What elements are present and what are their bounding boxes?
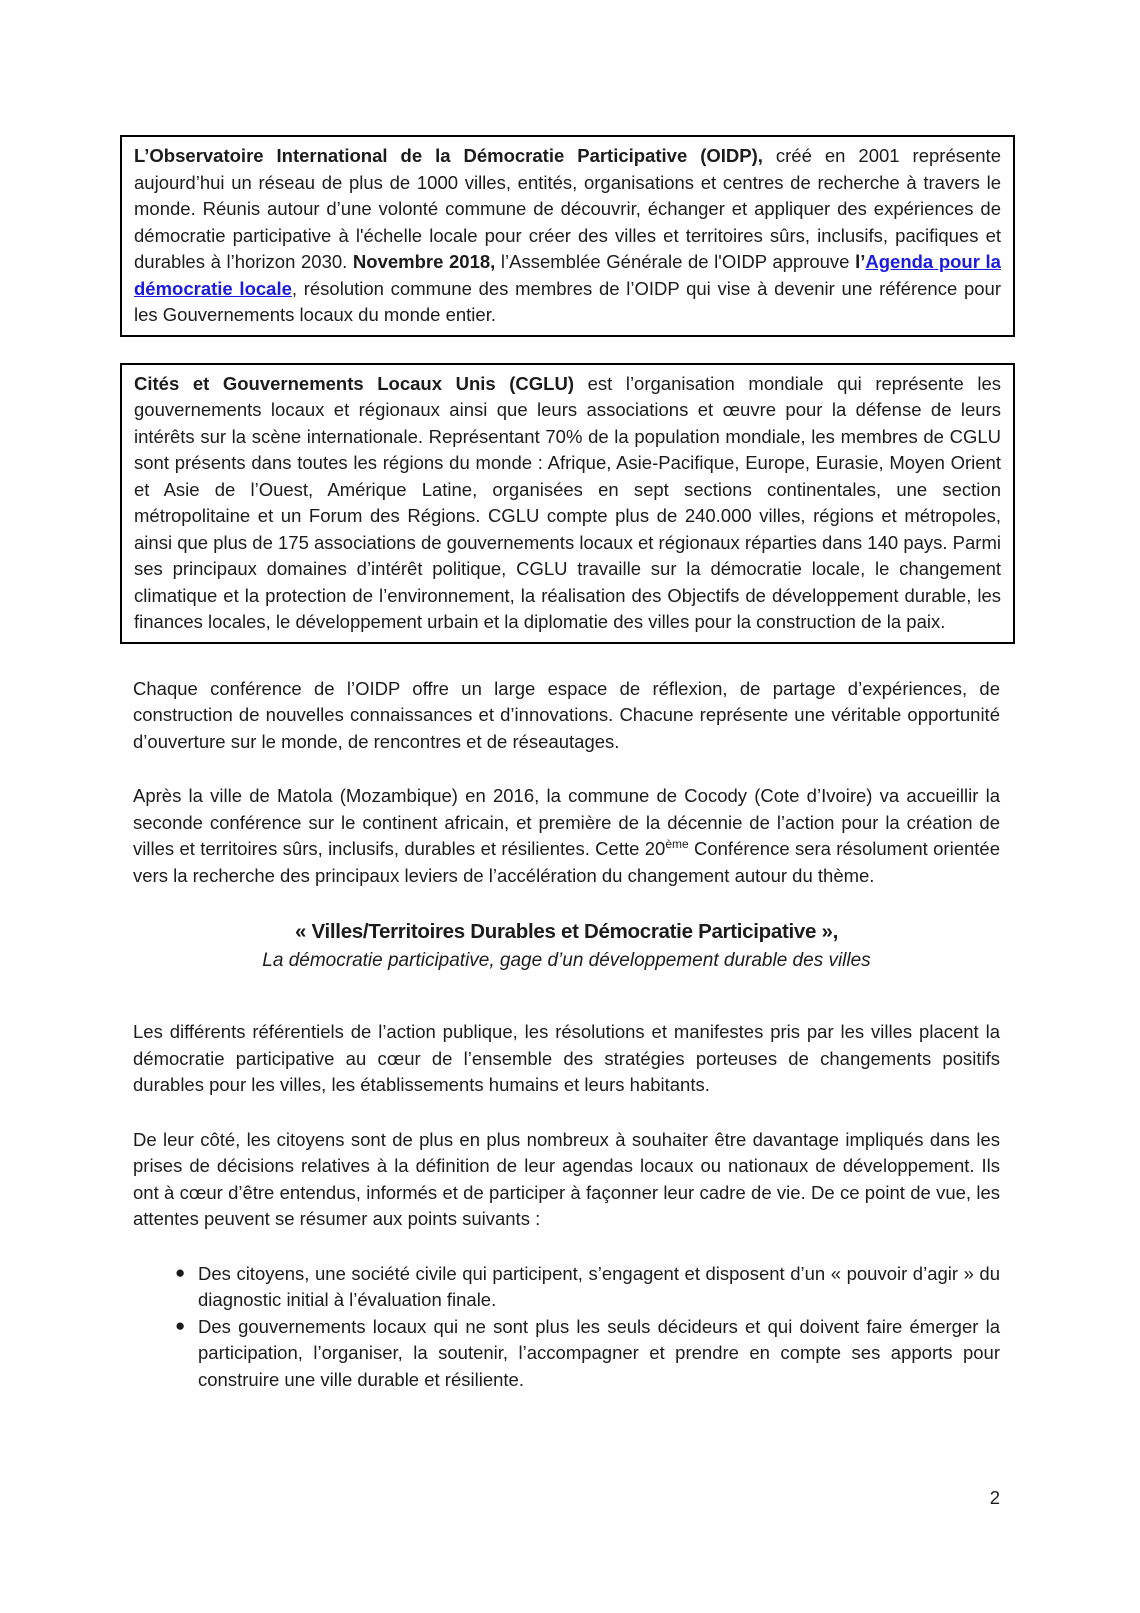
bullet-icon: ●: [175, 1315, 186, 1335]
page-number: 2: [989, 1487, 1000, 1508]
matola-text-1: Après la ville de Matola (Mozambique) en 2016, la commune de Cocody (Cote d’Ivoire) va accueillir la seconde conférence sur le continent africain, et première de la décennie de l’action pour la création de villes et territoires sûrs, inclusifs, durables et résilientes. Cette 20: [133, 785, 1000, 859]
oidp-lead-bold: L’Observatoire International de la Démocratie Participative (OIDP),: [134, 145, 763, 166]
matola-text-2: Conférence sera résolument orientée vers la recherche des principaux leviers de l’accélération du changement autour du thème.: [133, 838, 1000, 886]
theme-heading-block: [133, 917, 1000, 975]
agenda-democratie-locale-link[interactable]: Agenda pour la démocratie locale: [134, 251, 1001, 299]
oidp-text-1: créé en 2001 représente aujourd’hui un réseau de plus de 1000 villes, entités, organisations et centres de recherche à travers le monde. Réunis autour d’une volonté commune de découvrir, échanger et appliquer des expériences de démocratie participative à l'échelle locale pour créer des villes et territoires sûrs, inclusifs, pacifiques et durables à l’horizon 2030.: [134, 145, 1001, 272]
paragraph-matola: [133, 783, 1000, 889]
matola-superscript: ème: [665, 836, 689, 851]
cglu-lead-bold: Cités et Gouvernements Locaux Unis (CGLU): [134, 372, 574, 394]
theme-subtitle: La démocratie participative, gage d’un développement durable des villes: [262, 950, 871, 971]
bullet-icon: ●: [175, 1262, 186, 1282]
cglu-info-box: [120, 363, 1015, 644]
oidp-bold-novembre: Novembre 2018,: [352, 251, 496, 272]
bullet-text: Des citoyens, une société civile qui participent, s’engagent et disposent d’un « pouvoir d’agir » du diagnostic initial à l’évaluation finale.: [198, 1262, 1000, 1310]
paragraph-referentiels: Les différents référentiels de l’action publique, les résolutions et manifestes pris par les villes placent la démocratie participative au cœur de l’ensemble des stratégies porteuses de changements positifs durables pour les villes, les établissements humains et leurs habitants.: [133, 1021, 1000, 1095]
cglu-paragraph: [134, 371, 1001, 636]
paragraph-citoyens: De leur côté, les citoyens sont de plus en plus nombreux à souhaiter être davantage impliqués dans les prises de décisions relatives à la définition de leur agendas locaux ou nationaux de développement. Ils ont à cœur d’être entendus, informés et de participer à façonner leur cadre de vie. De ce point de vue, les attentes peuvent se résumer aux points suivants :: [133, 1128, 1000, 1229]
list-item: [133, 1314, 1000, 1394]
oidp-paragraph: [134, 143, 1001, 329]
paragraph-conference: Chaque conférence de l’OIDP offre un large espace de réflexion, de partage d’expériences, de construction de nouvelles connaissances et d’innovations. Chacune représente une véritable opportunité d’ouverture sur le monde, de rencontres et de réseautages.: [133, 677, 1000, 752]
oidp-info-box: [120, 135, 1015, 337]
oidp-text-2: l’Assemblée Générale de l'OIDP approuve: [495, 251, 856, 272]
expectations-bullet-list: [133, 1261, 1000, 1394]
cglu-text: est l’organisation mondiale qui représente les gouvernements locaux et régionaux ainsi que leurs associations et œuvre pour la défense de leurs intérêts sur la scène internationale. Représentant 70% de la population mondiale, les membres de CGLU sont présents dans toutes les régions du monde : Afrique, Asie-Pacifique, Europe, Eurasie, Moyen Orient et Asie de l’Ouest, Amérique Latine, organisées en sept sections continentales, une section métropolitaine et un Forum des Régions. CGLU compte plus de 240.000 villes, régions et métropoles, ainsi que plus de 175 associations de gouvernements locaux et régionaux réparties dans 140 pays. Parmi ses principaux domaines d’intérêt politique, CGLU travaille sur la démocratie locale, le changement climatique et la protection de l’environnement, la réalisation des Objectifs de développement durable, les finances locales, le développement urbain et la diplomatie des villes pour la construction de la paix.: [134, 372, 1001, 632]
list-item: [133, 1261, 1000, 1314]
bullet-text: Des gouvernements locaux qui ne sont plus les seuls décideurs et qui doivent faire émerger la participation, l’organiser, la soutenir, l’accompagner et prendre en compte ses apports pour construire une ville durable et résiliente.: [198, 1315, 1000, 1390]
oidp-text-3: , résolution commune des membres de l’OIDP qui vise à devenir une référence pour les Gouvernements locaux du monde entier.: [134, 277, 1001, 325]
oidp-bold-l: l’: [855, 251, 866, 272]
theme-title: « Villes/Territoires Durables et Démocratie Participative »,: [295, 920, 838, 943]
